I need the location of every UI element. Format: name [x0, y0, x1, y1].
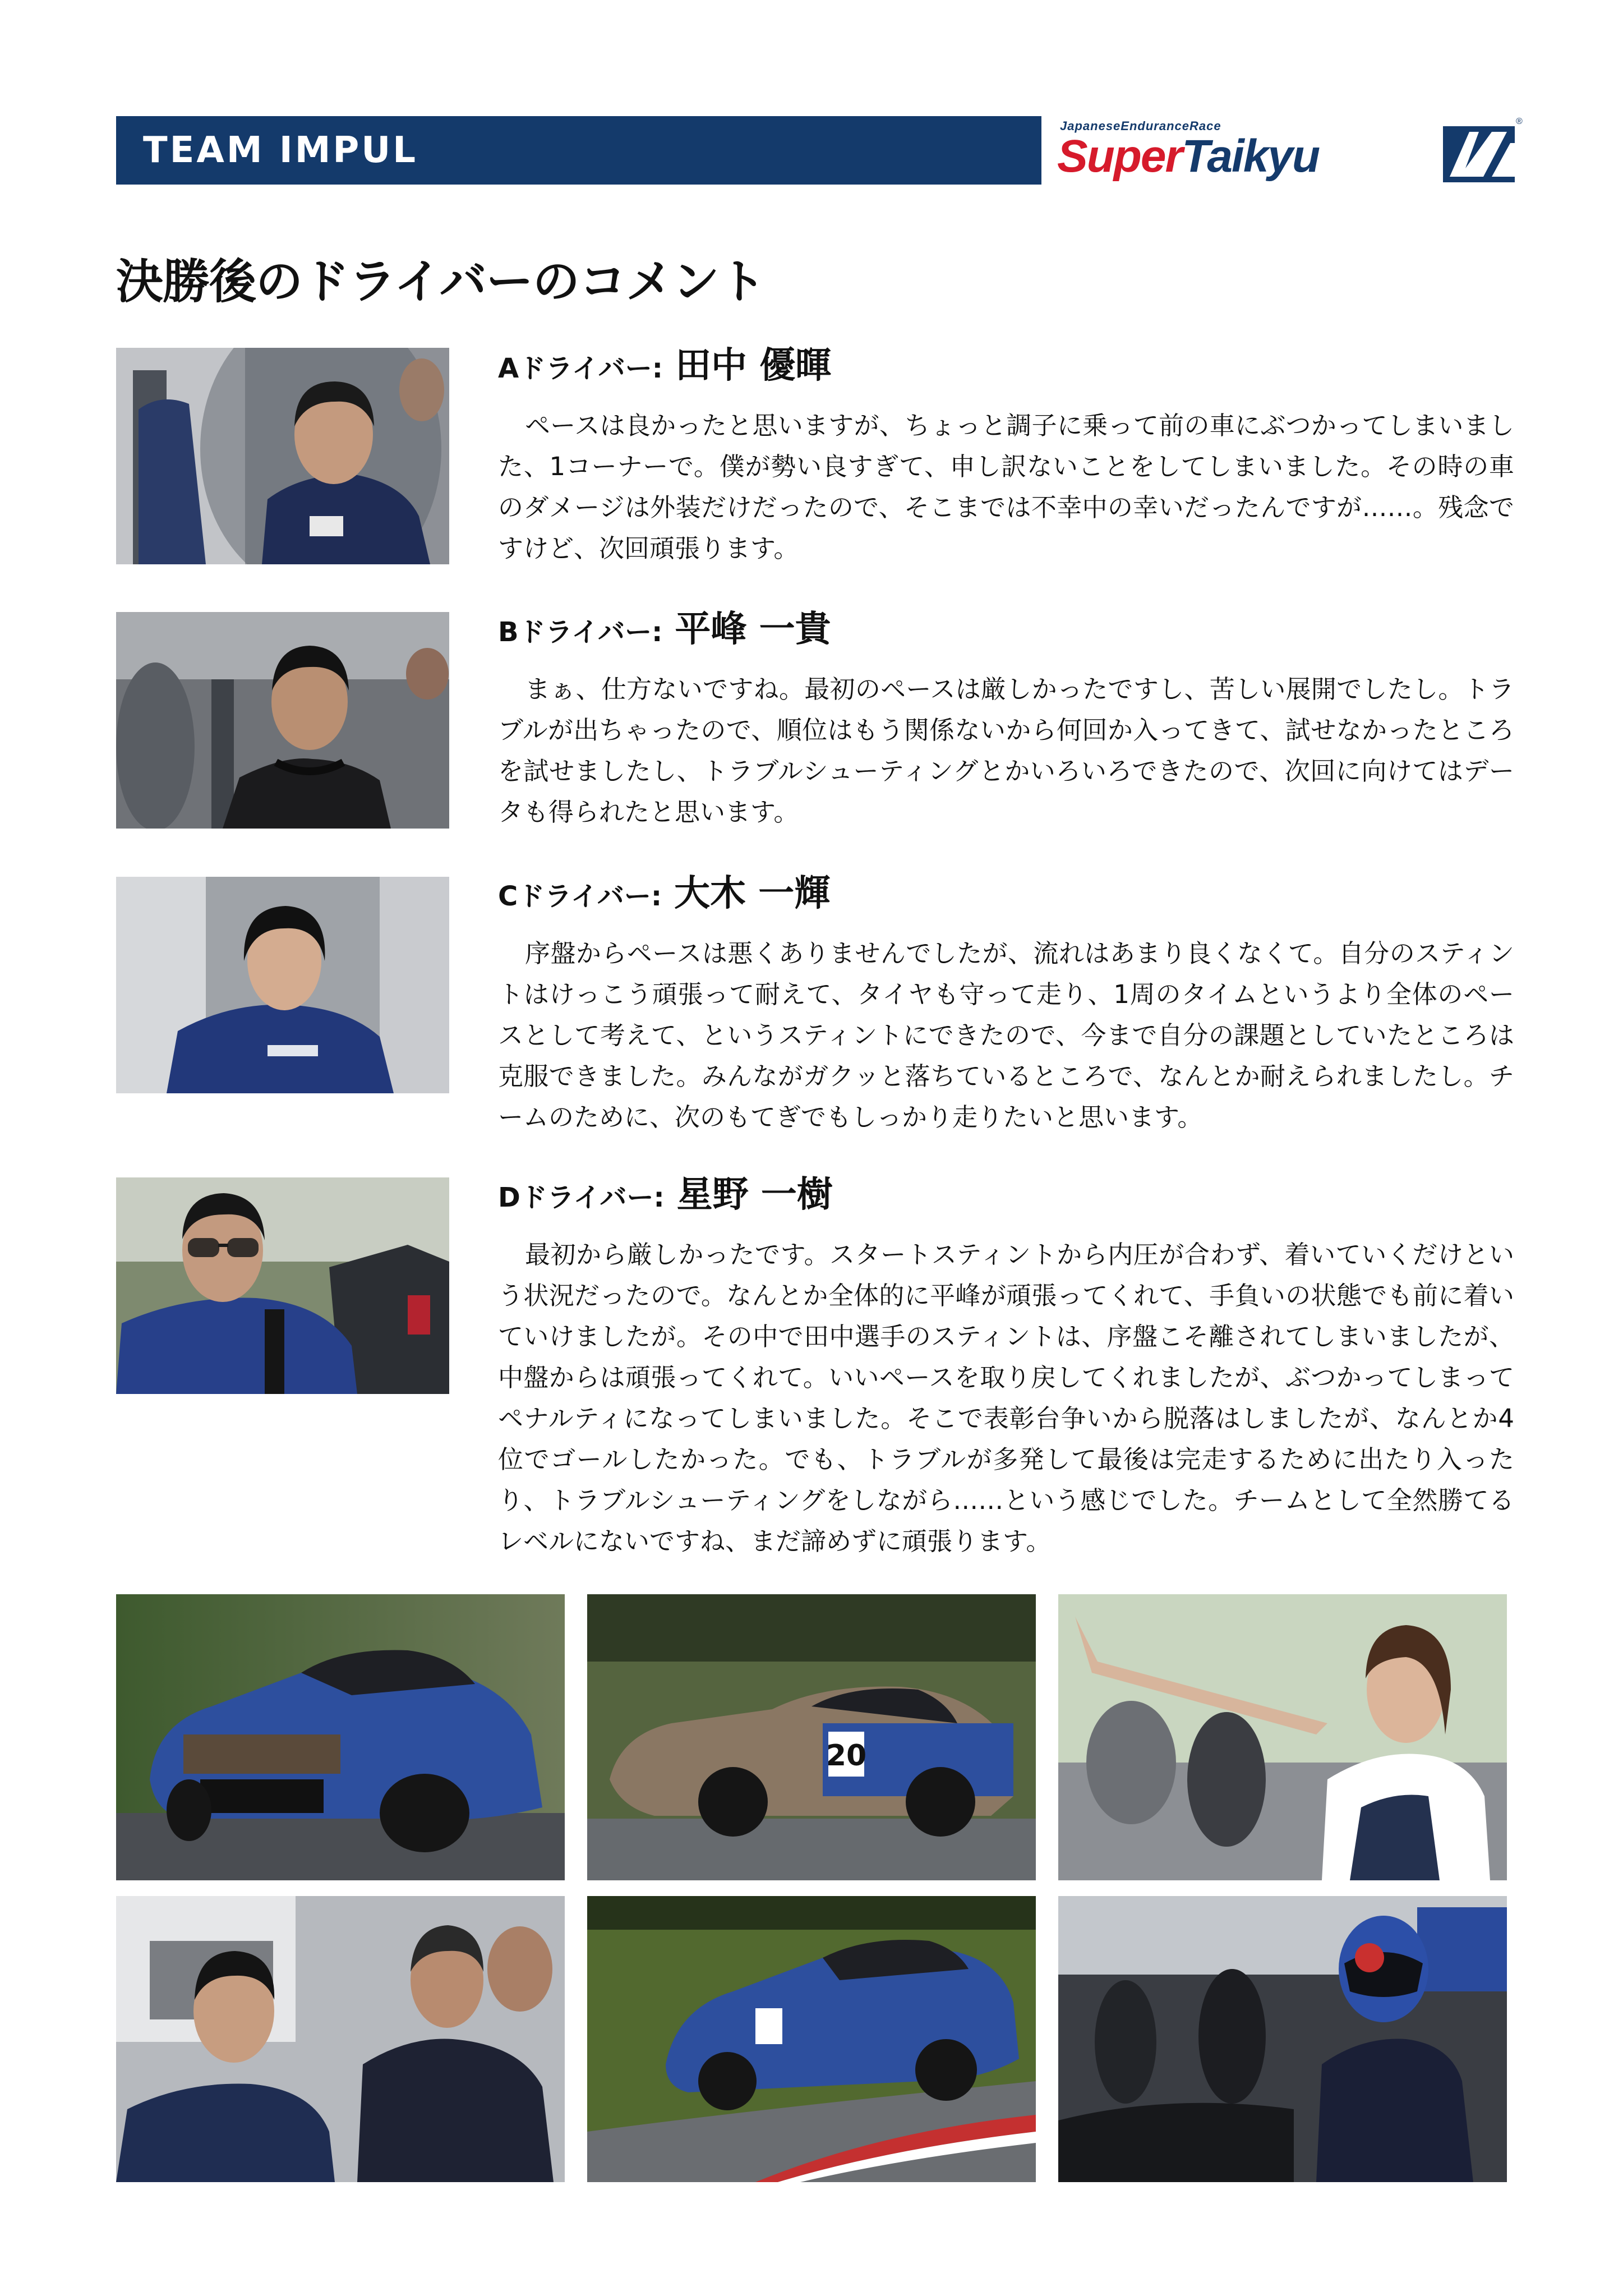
gallery-photo-team-pit	[116, 1896, 565, 2182]
driver-b-name: 平峰 一貴	[675, 609, 831, 650]
driver-d-name: 星野 一樹	[676, 1174, 833, 1216]
driver-c-heading	[498, 864, 1514, 921]
driver-b-comment: まぁ、仕方ないですね。最初のペースは厳しかったですし、苦しい展開でしたし。トラブルが出ちゃったので、順位はもう関係ないから何回か入ってきて、試せなかったところを試せましたし、トラブルシューティングとかいろいろできたので、次回に向けてはデータも得られたと思います。	[498, 674, 1514, 827]
driver-b-block	[498, 600, 1514, 832]
logo-brand-part2: Taikyu	[1182, 131, 1320, 182]
logo-wordmark	[1057, 131, 1320, 182]
logo-emblem-icon	[1438, 115, 1523, 188]
page-title: 決勝後のドライバーのコメント	[116, 254, 766, 309]
gallery-photo-car-side	[587, 1594, 1036, 1880]
gallery-photo-car-front	[116, 1594, 565, 1880]
driver-d-comment: 最初から厳しかったです。スタートスティントから内圧が合わず、着いていくだけという状況だったので。なんとか全体的に平峰が頑張ってくれて、手負いの状態でも前に着いていけましたが。その中で田中選手のスティントは、序盤こそ離されてしまいましたが、中盤からは頑張ってくれて。いいペースを取り戻してくれましたが、ぶつかってしまってペナルティになってしまいました。そこで表彰台争いから脱落はしましたが、なんとか4位でゴールしたかった。でも、トラブルが多発して最後は完走するために出たり入ったり、トラブルシューティングをしながら……という感じでした。チームとして全然勝てるレベルにないですね、まだ諦めずに頑張ります。	[498, 1240, 1514, 1556]
team-name: TEAM IMPUL	[143, 130, 418, 171]
gallery-photo-grid-girl	[1058, 1594, 1507, 1880]
gallery-photo-car-corner	[587, 1896, 1036, 2182]
driver-c-comment: 序盤からペースは悪くありませんでしたが、流れはあまり良くなくて。自分のスティントはけっこう頑張って耐えて、タイヤも守って走り、1周のタイムというより全体のペースとして考えて、というスティントにできたので、今まで自分の課題としていたところは克服できました。みんながガクッと落ちているところで、なんとか耐えられましたし。チームのために、次のもてぎでもしっかり走りたいと思います。	[498, 938, 1514, 1132]
driver-d-photo	[116, 1177, 449, 1394]
driver-a-heading	[498, 337, 1514, 393]
logo-tagline: JapaneseEnduranceRace	[1060, 119, 1221, 133]
gallery-photo-driver-helmet	[1058, 1896, 1507, 2182]
driver-d-role: Dドライバー:	[498, 1182, 665, 1213]
driver-a-photo	[116, 348, 449, 564]
super-taikyu-logo	[1057, 112, 1523, 191]
driver-a-role: Aドライバー:	[498, 353, 663, 384]
driver-a-name: 田中 優暉	[675, 345, 832, 386]
registered-mark: ®	[1516, 117, 1523, 126]
driver-c-block	[498, 864, 1514, 1138]
driver-b-photo	[116, 612, 449, 829]
driver-b-heading	[498, 600, 1514, 656]
driver-d-heading	[498, 1166, 1514, 1222]
car-number-label: 20	[826, 1739, 867, 1773]
driver-b-role: Bドライバー:	[498, 616, 663, 648]
logo-brand-part1: Super	[1057, 131, 1182, 182]
driver-c-role: Cドライバー:	[498, 881, 662, 912]
driver-a-comment: ペースは良かったと思いますが、ちょっと調子に乗って前の車にぶつかってしまいました、1コーナーで。僕が勢い良すぎて、申し訳ないことをしてしまいました。その時の車のダメージは外装だけだったので、そこまでは不幸中の幸いだったんですが……。残念ですけど、次回頑張ります。	[498, 411, 1514, 563]
driver-d-block	[498, 1166, 1514, 1562]
driver-c-photo	[116, 877, 449, 1093]
driver-c-name: 大木 一輝	[674, 873, 831, 914]
driver-a-block	[498, 337, 1514, 569]
header-bar	[116, 116, 1041, 185]
